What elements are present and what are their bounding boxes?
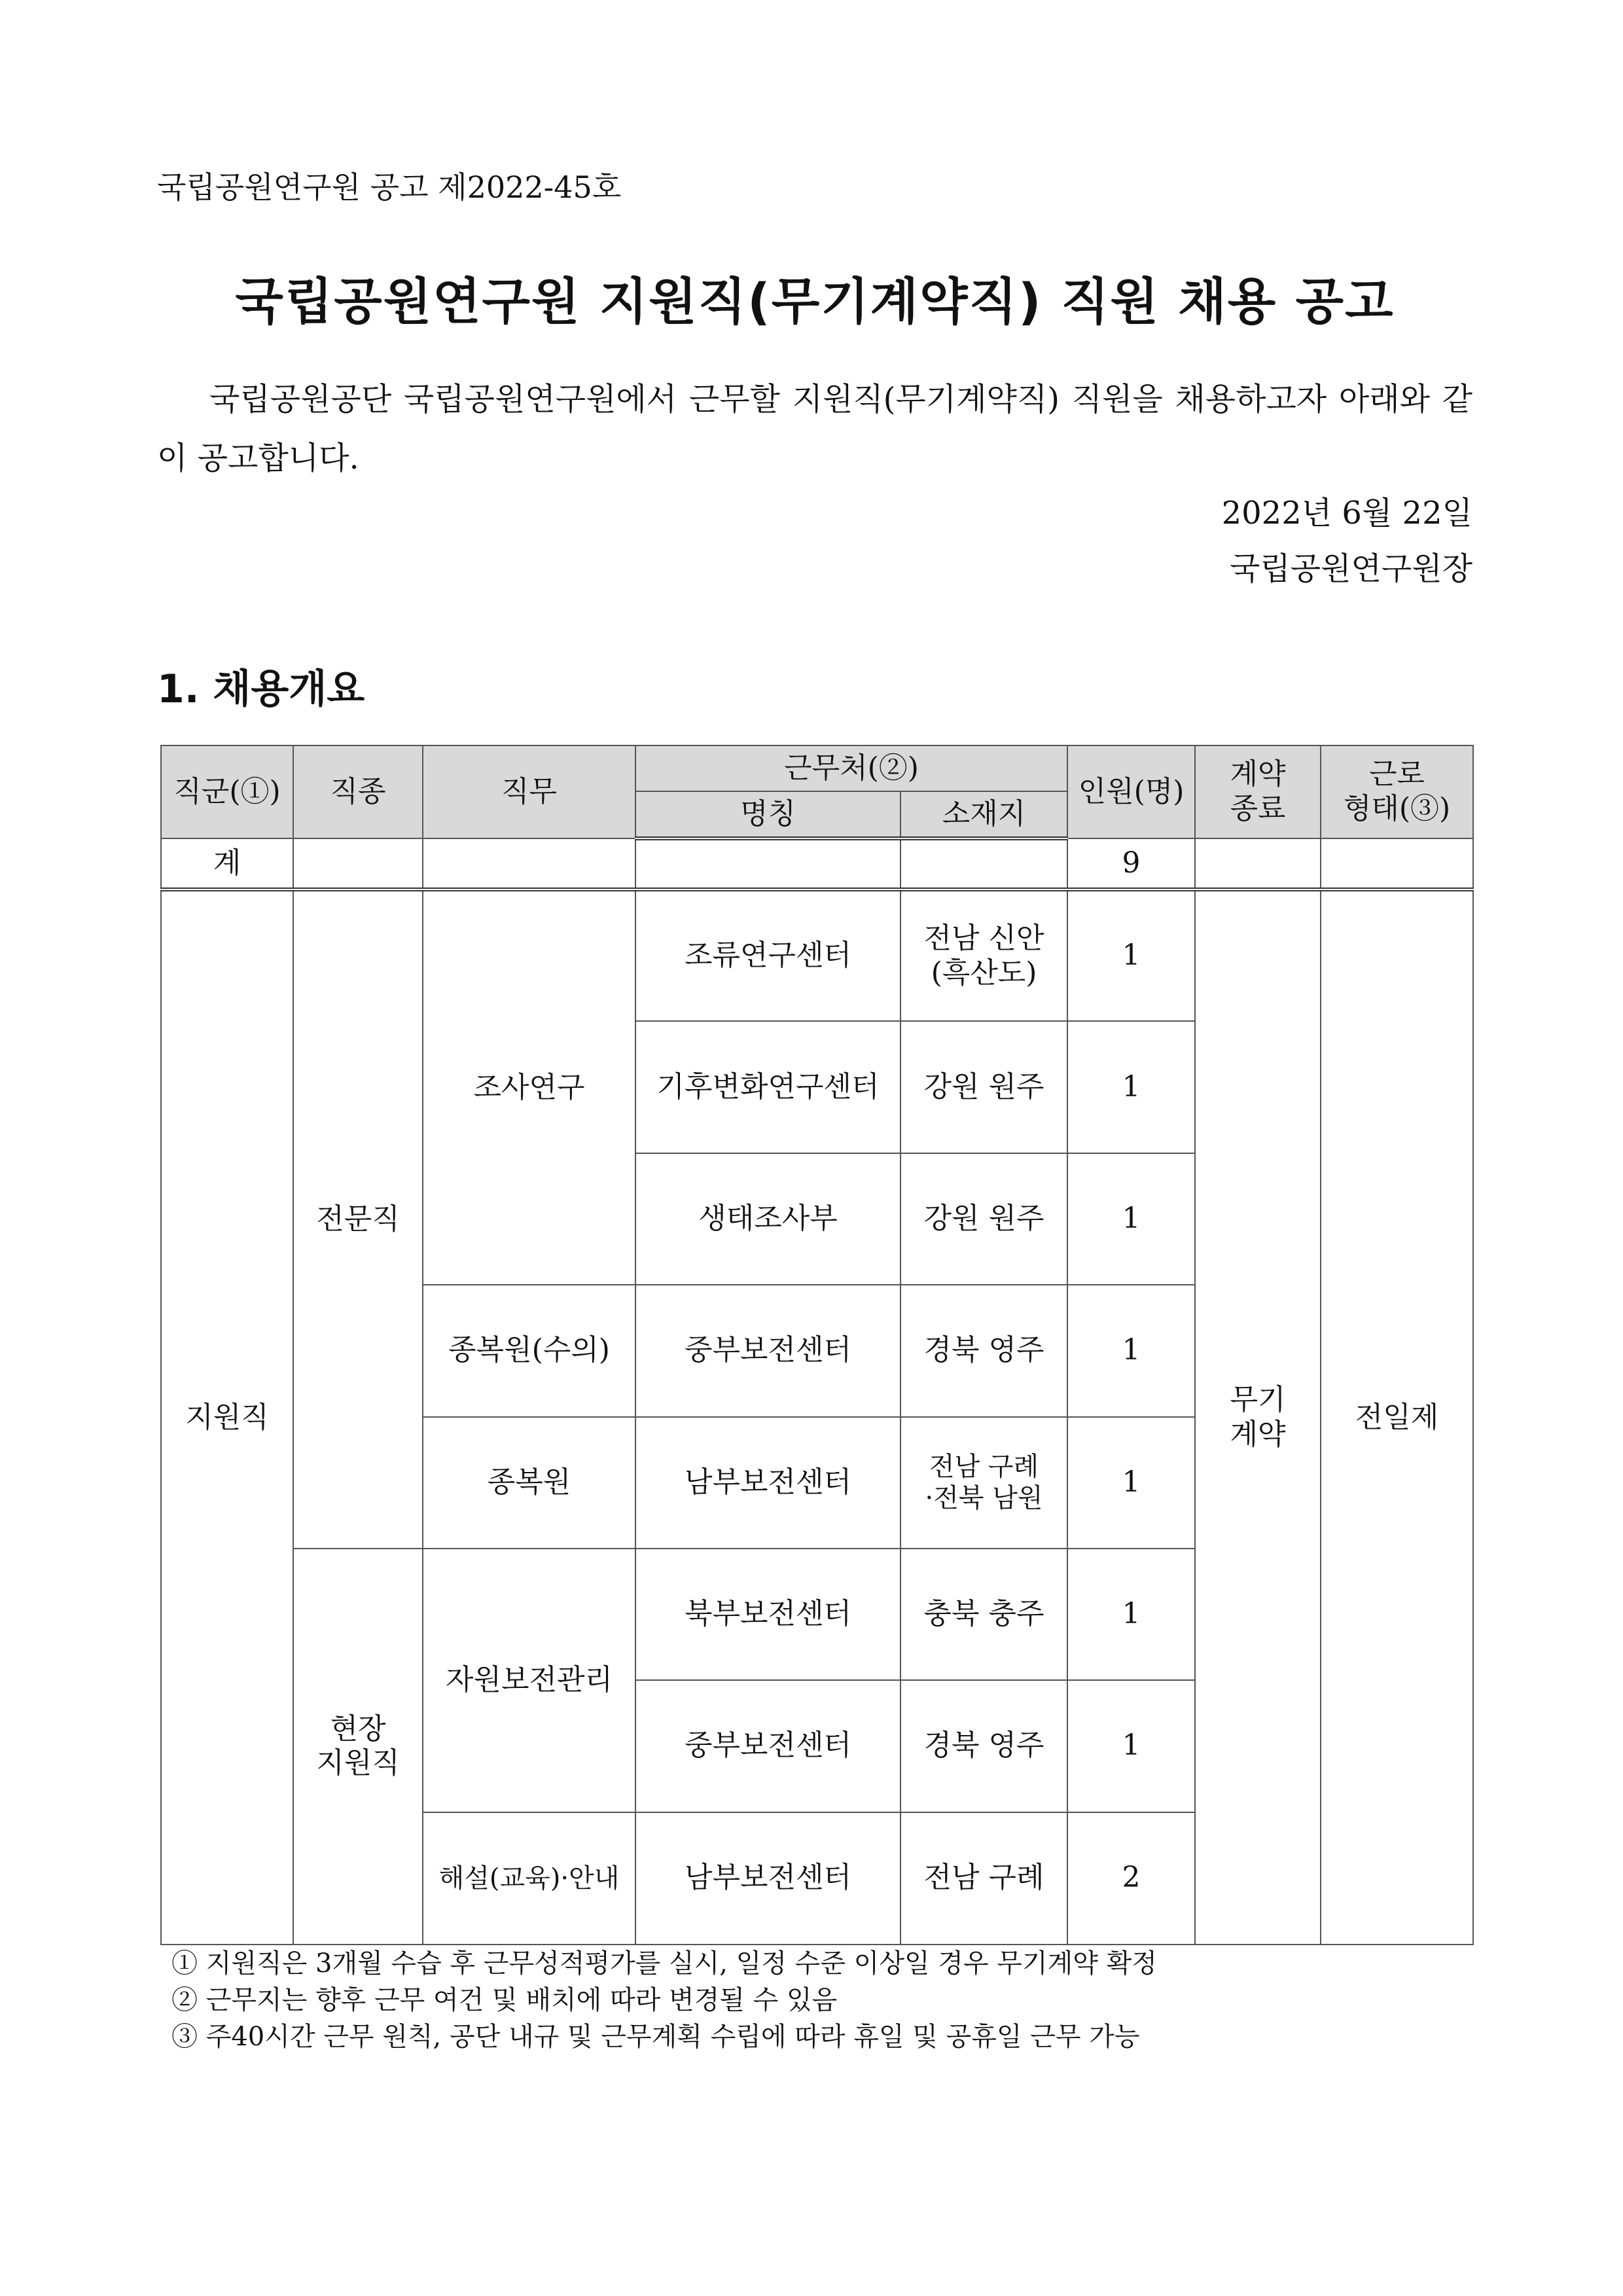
footnote-1: ① 지원직은 3개월 수습 후 근무성적평가를 실시, 일정 수준 이상일 경우 무기계약 확정 [171,1948,1157,1979]
location: 전남 구례 [901,1812,1067,1945]
place-name: 북부보전센터 [635,1549,901,1680]
col-contract-l2: 종료 [1230,792,1286,825]
location [901,1417,1067,1549]
issuer-name: 국립공원연구원장 [1230,550,1472,587]
total-headcount: 9 [1067,838,1195,889]
place-name: 조류연구센터 [635,889,901,1021]
duty-cell: 해설(교육)·안내 [423,1812,635,1945]
total-row [161,838,1473,889]
col-workplace: 근무처(②) [635,745,1067,791]
location [901,889,1067,1021]
place-name: 남부보전센터 [635,1417,901,1549]
group-cell: 지원직 [161,889,293,1945]
headcount: 2 [1067,1812,1195,1945]
contract-l2: 계약 [1230,1418,1286,1452]
location-line2: (흑산도) [931,956,1037,990]
recruitment-table [160,745,1474,1945]
duty-cell: 종복원(수의) [423,1285,635,1416]
col-location: 소재지 [901,791,1067,838]
col-work-form [1321,745,1473,838]
place-name: 중부보전센터 [635,1680,901,1812]
location: 경북 영주 [901,1680,1067,1812]
place-name: 남부보전센터 [635,1812,901,1945]
intro-paragraph: 국립공원공단 국립공원연구원에서 근무할 지원직(무기계약직) 직원을 채용하고자 아래와 같이 공고합니다. [157,381,1472,476]
duty-resource-cell: 자원보전관리 [423,1549,635,1812]
col-group: 직군(①) [161,745,293,838]
headcount: 1 [1067,1417,1195,1549]
contract-l1: 무기 [1230,1383,1286,1417]
section-heading: 1. 채용개요 [157,666,365,712]
location-line1: 전남 신안 [923,922,1044,955]
place-name: 중부보전센터 [635,1285,901,1416]
total-empty [423,838,635,889]
location: 강원 원주 [901,1021,1067,1153]
location: 경북 영주 [901,1285,1067,1416]
footnote-3: ③ 주40시간 근무 원칙, 공단 내규 및 근무계획 수립에 따라 휴일 및 공휴일 근무 가능 [171,2022,1140,2052]
total-empty [1195,838,1321,889]
col-place-name: 명칭 [635,791,901,838]
location: 충북 충주 [901,1549,1067,1680]
col-duty: 직무 [423,745,635,838]
total-empty [1321,838,1473,889]
work-form-cell: 전일제 [1321,889,1473,1945]
total-empty [293,838,423,889]
type-field-l1: 현장 [330,1712,386,1746]
footnote-2: ② 근무지는 향후 근무 여건 및 배치에 따라 변경될 수 있음 [171,1985,838,2015]
location: 강원 원주 [901,1153,1067,1285]
total-empty [901,838,1067,889]
total-empty [635,838,901,889]
location-line2: ·전북 남원 [925,1483,1043,1514]
footnotes [171,1945,1157,2055]
col-type: 직종 [293,745,423,838]
headcount: 1 [1067,1153,1195,1285]
headcount: 1 [1067,1549,1195,1680]
type-field-cell [293,1549,423,1945]
col-contract-l1: 계약 [1230,757,1286,791]
headcount: 1 [1067,1285,1195,1416]
header-row [161,745,1473,791]
col-work-l2: 형태(③) [1343,792,1451,825]
total-label: 계 [161,838,293,889]
col-work-l1: 근로 [1368,757,1425,791]
notice-number: 국립공원연구원 공고 제2022-45호 [157,170,622,205]
headcount: 1 [1067,1021,1195,1153]
headcount: 1 [1067,1680,1195,1812]
type-field-l2: 지원직 [316,1746,400,1780]
notice-date: 2022년 6월 22일 [1221,495,1472,531]
location-line1: 전남 구례 [929,1452,1039,1482]
duty-research-cell: 조사연구 [423,889,635,1285]
place-name: 생태조사부 [635,1153,901,1285]
table-row [161,889,1473,1021]
col-headcount: 인원(명) [1067,745,1195,838]
duty-cell: 종복원 [423,1417,635,1549]
place-name: 기후변화연구센터 [635,1021,901,1153]
col-contract [1195,745,1321,838]
headcount: 1 [1067,889,1195,1021]
type-specialist-cell: 전문직 [293,889,423,1549]
contract-cell [1195,889,1321,1945]
page-title: 국립공원연구원 지원직(무기계약직) 직원 채용 공고 [235,272,1395,331]
